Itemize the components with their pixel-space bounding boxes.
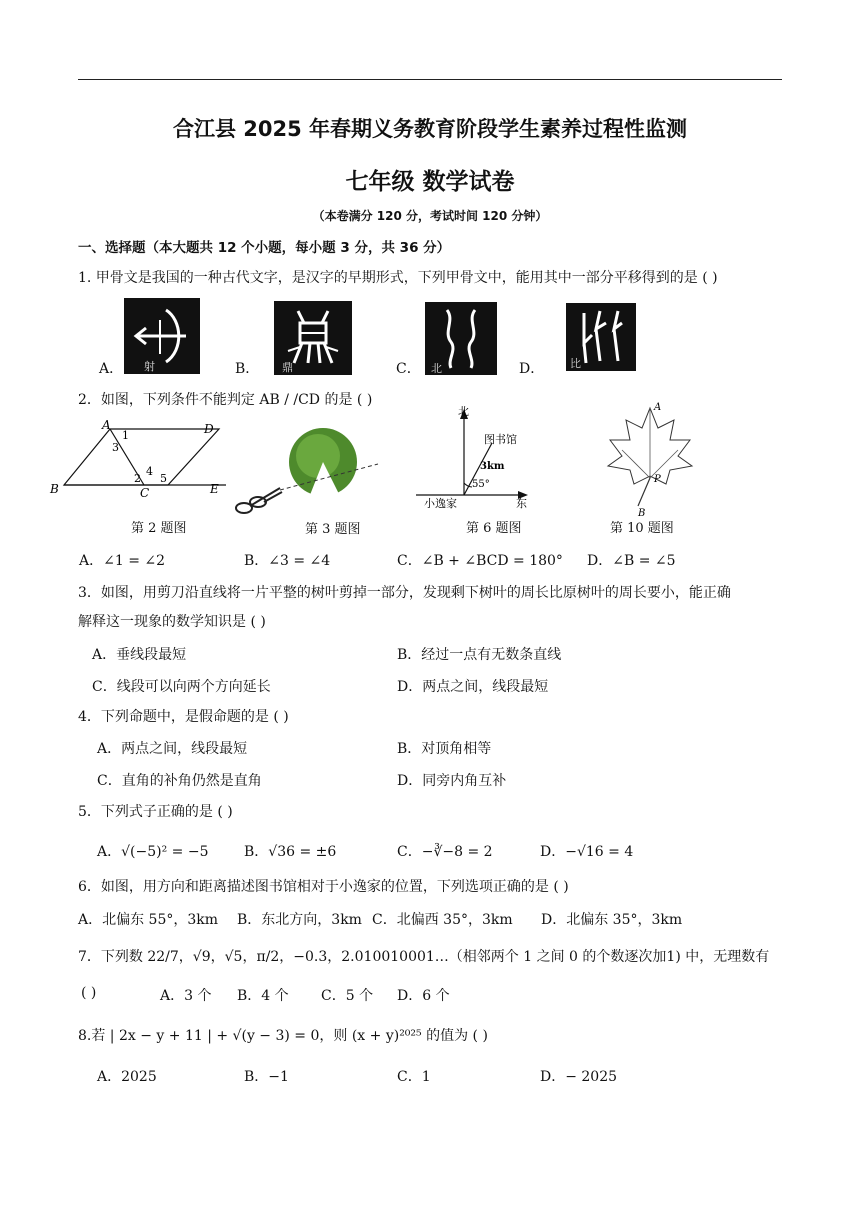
fig6-label-east: 东 bbox=[516, 497, 527, 509]
fig6-label-distance: 3km bbox=[480, 461, 505, 472]
q1-option-b[interactable]: B． bbox=[235, 361, 260, 377]
q2-option-b[interactable]: B．∠3 = ∠4 bbox=[244, 553, 331, 569]
q1-option-d[interactable]: D． bbox=[519, 361, 545, 377]
q6-option-b[interactable]: B．东北方向，3km bbox=[237, 912, 362, 928]
q2-option-c[interactable]: C．∠B + ∠BCD = 180° bbox=[397, 553, 563, 569]
caption-fig-6: 第 6 题图 bbox=[466, 521, 522, 536]
q6-option-a[interactable]: A．北偏东 55°，3km bbox=[78, 912, 219, 928]
fig10-label-p: P bbox=[654, 474, 661, 485]
q3-stem-line2: 解释这一现象的数学知识是 ( ) bbox=[78, 614, 266, 630]
glyph-label: 射 bbox=[144, 360, 155, 373]
figure-3-leaf-scissors bbox=[228, 420, 388, 520]
q5-option-a[interactable]: A．√(−5)² = −5 bbox=[97, 844, 209, 860]
caption-fig-3: 第 3 题图 bbox=[305, 522, 361, 537]
figure-10-maple-leaf bbox=[600, 400, 700, 518]
q4-option-b[interactable]: B．对顶角相等 bbox=[397, 741, 492, 757]
fig10-label-a: A bbox=[654, 402, 662, 413]
q7-option-c[interactable]: C．5 个 bbox=[321, 988, 374, 1004]
q3-stem-line1: 3．如图，用剪刀沿直线将一片平整的树叶剪掉一部分，发现剩下树叶的周长比原树叶的周长要小，能正确 bbox=[78, 585, 731, 601]
fig2-label-d: D bbox=[204, 422, 214, 436]
q6-option-c[interactable]: C．北偏西 35°，3km bbox=[372, 912, 513, 928]
fig2-label-b: B bbox=[50, 482, 59, 496]
exam-note: （本卷满分 120 分，考试时间 120 分钟） bbox=[312, 209, 548, 223]
q5-stem: 5．下列式子正确的是 ( ) bbox=[78, 804, 233, 820]
glyph-bi-image bbox=[566, 303, 636, 371]
fig2-label-3: 3 bbox=[112, 441, 119, 454]
fig10-label-b: B bbox=[638, 508, 646, 518]
fig2-label-1: 1 bbox=[122, 429, 129, 442]
q8-option-d[interactable]: D．− 2025 bbox=[540, 1069, 618, 1085]
q8-option-b[interactable]: B．−1 bbox=[244, 1069, 289, 1085]
fig6-label-north: 北 bbox=[458, 405, 469, 418]
glyph-bei-image bbox=[425, 302, 497, 375]
fig2-label-e: E bbox=[210, 482, 219, 496]
header-rule bbox=[78, 79, 782, 80]
q7-blank: ( ) bbox=[81, 985, 97, 1001]
q1-option-c[interactable]: C． bbox=[396, 361, 421, 377]
glyph-label: 鼎 bbox=[282, 361, 293, 374]
q3-option-a[interactable]: A．垂线段最短 bbox=[92, 647, 187, 663]
figure-2-parallelogram bbox=[44, 415, 244, 501]
q5-option-c[interactable]: C．−∛−8 = 2 bbox=[397, 844, 493, 860]
q7-option-a[interactable]: A．3 个 bbox=[160, 988, 212, 1004]
caption-fig-2: 第 2 题图 bbox=[131, 521, 187, 536]
exam-subtitle: 七年级 数学试卷 bbox=[345, 169, 515, 195]
figure-6-direction bbox=[412, 403, 542, 509]
q1-stem: 1. 甲骨文是我国的一种古代文字，是汉字的早期形式，下列甲骨文中，能用其中一部分平移得到的是 ( ) bbox=[78, 270, 718, 286]
fig6-label-library: 图书馆 bbox=[484, 433, 517, 446]
fig6-label-angle: 55° bbox=[472, 479, 490, 490]
glyph-label: 比 bbox=[570, 357, 581, 370]
q4-stem: 4．下列命题中，是假命题的是 ( ) bbox=[78, 709, 289, 725]
q6-stem: 6．如图，用方向和距离描述图书馆相对于小逸家的位置，下列选项正确的是 ( ) bbox=[78, 879, 569, 895]
caption-fig-10: 第 10 题图 bbox=[610, 521, 674, 536]
q4-option-d[interactable]: D．同旁内角互补 bbox=[397, 773, 507, 789]
q8-option-c[interactable]: C．1 bbox=[397, 1069, 431, 1085]
q2-option-d[interactable]: D．∠B = ∠5 bbox=[587, 553, 676, 569]
q2-option-a[interactable]: A．∠1 = ∠2 bbox=[79, 553, 166, 569]
fig2-label-5: 5 bbox=[160, 472, 167, 485]
q2-stem: 2．如图，下列条件不能判定 AB / /CD 的是 ( ) bbox=[78, 392, 373, 408]
q3-option-b[interactable]: B．经过一点有无数条直线 bbox=[397, 647, 562, 663]
fig2-label-c: C bbox=[140, 486, 150, 500]
q5-option-b[interactable]: B．√36 = ±6 bbox=[244, 844, 337, 860]
q7-option-b[interactable]: B．4 个 bbox=[237, 988, 289, 1004]
fig2-label-4: 4 bbox=[146, 465, 153, 478]
section-heading: 一、选择题（本大题共 12 个小题，每小题 3 分，共 36 分） bbox=[78, 240, 451, 256]
glyph-ding-image bbox=[274, 301, 352, 375]
q3-option-c[interactable]: C．线段可以向两个方向延长 bbox=[92, 679, 271, 695]
q1-option-a[interactable]: A． bbox=[99, 361, 124, 377]
glyph-label: 北 bbox=[431, 362, 442, 375]
q7-stem: 7．下列数 22/7，√9，√5，π/2，−0.3，2.010010001…（相邻两个 1 之间 0 的个数逐次加1) 中，无理数有 bbox=[78, 949, 770, 965]
fig6-label-home: 小逸家 bbox=[424, 497, 457, 509]
q4-option-a[interactable]: A．两点之间，线段最短 bbox=[97, 741, 248, 757]
fig2-label-2: 2 bbox=[134, 472, 141, 485]
exam-title: 合江县 2025 年春期义务教育阶段学生素养过程性监测 bbox=[172, 117, 688, 141]
glyph-she-image bbox=[124, 298, 200, 374]
q3-option-d[interactable]: D．两点之间，线段最短 bbox=[397, 679, 549, 695]
q8-stem: 8.若 | 2x − y + 11 | + √(y − 3) = 0，则 (x + y)²⁰²⁵ 的值为 ( ) bbox=[78, 1028, 488, 1044]
q7-option-d[interactable]: D．6 个 bbox=[397, 988, 450, 1004]
q6-option-d[interactable]: D．北偏东 35°，3km bbox=[541, 912, 683, 928]
q4-option-c[interactable]: C．直角的补角仍然是直角 bbox=[97, 773, 262, 789]
q5-option-d[interactable]: D．−√16 = 4 bbox=[540, 844, 634, 860]
fig2-label-a: A bbox=[102, 418, 111, 432]
q8-option-a[interactable]: A．2025 bbox=[97, 1069, 157, 1085]
